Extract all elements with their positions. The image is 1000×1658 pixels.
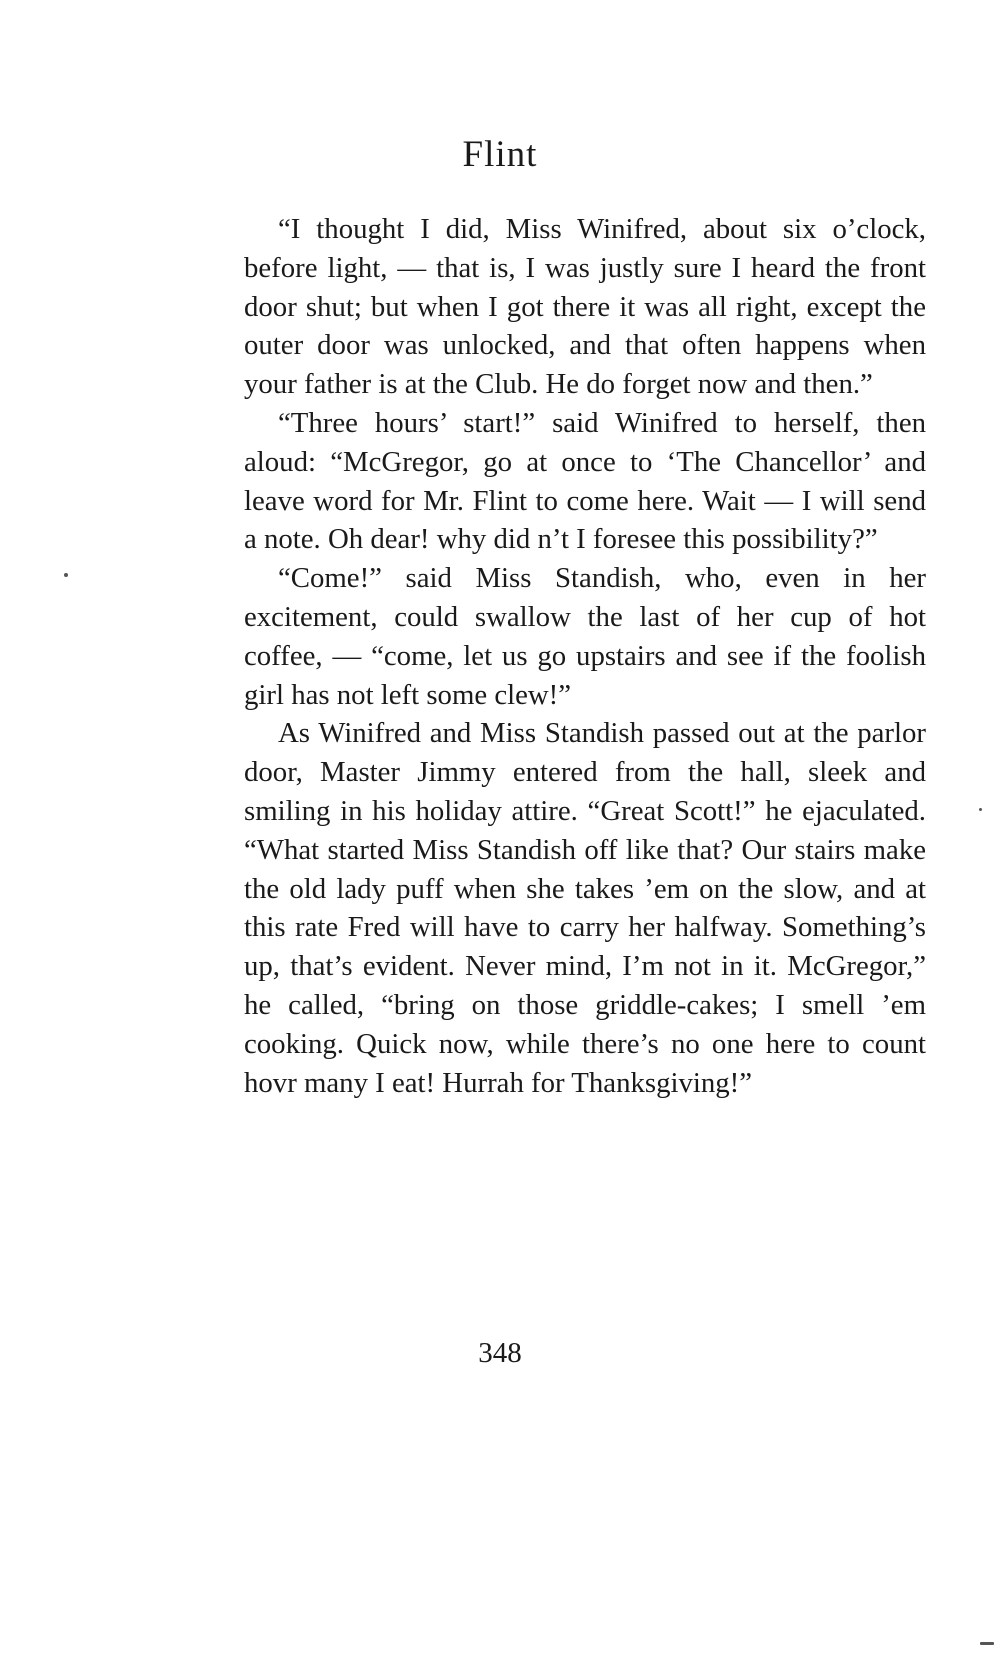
scan-speck (979, 808, 982, 811)
paragraph-2: “Three hours’ start!” said Winifred to herself, then aloud: “McGregor, go at once to ‘The Chancellor’ and leave word for Mr. Flint to come here. Wait — I will send a note. Oh dear! why did n’t I foresee this possibility?” (244, 406, 926, 556)
paragraph-4: As Winifred and Miss Standish passed out at the parlor door, Master Jimmy entered from the hall, sleek and smiling in his holiday attire. “Great Scott!” he ejaculated. “What started Miss Standish off like that? Our stairs make the old lady puff when she takes ’em on the slow, and at this rate Fred will have to carry her halfway. Something’s up, that’s evident. Never mind, I’m not in it. McGregor,” he called, “bring on those griddle-cakes; I smell ’em cooking. Quick now, while there’s no one here to count hovr many I eat! Hurrah for Thanksgiving!” (244, 717, 926, 1099)
scan-speck (64, 573, 68, 577)
paragraph-1: “I thought I did, Miss Winifred, about six o’clock, before light, — that is, I was justly sure I heard the front door shut; but when I got there it was all right, except the outer door was unlocked, and that often happens when your father is at the Club. He do forget now and then.” (244, 213, 926, 401)
body-text (244, 210, 926, 1102)
scan-speck (980, 1642, 994, 1645)
running-head: Flint (462, 134, 538, 175)
paragraph-3: “Come!” said Miss Standish, who, even in her excitement, could swallow the last of her cup of hot coffee, — “come, let us go upstairs and see if the foolish girl has not left some clew!” (244, 562, 926, 711)
page-number: 348 (478, 1337, 522, 1369)
